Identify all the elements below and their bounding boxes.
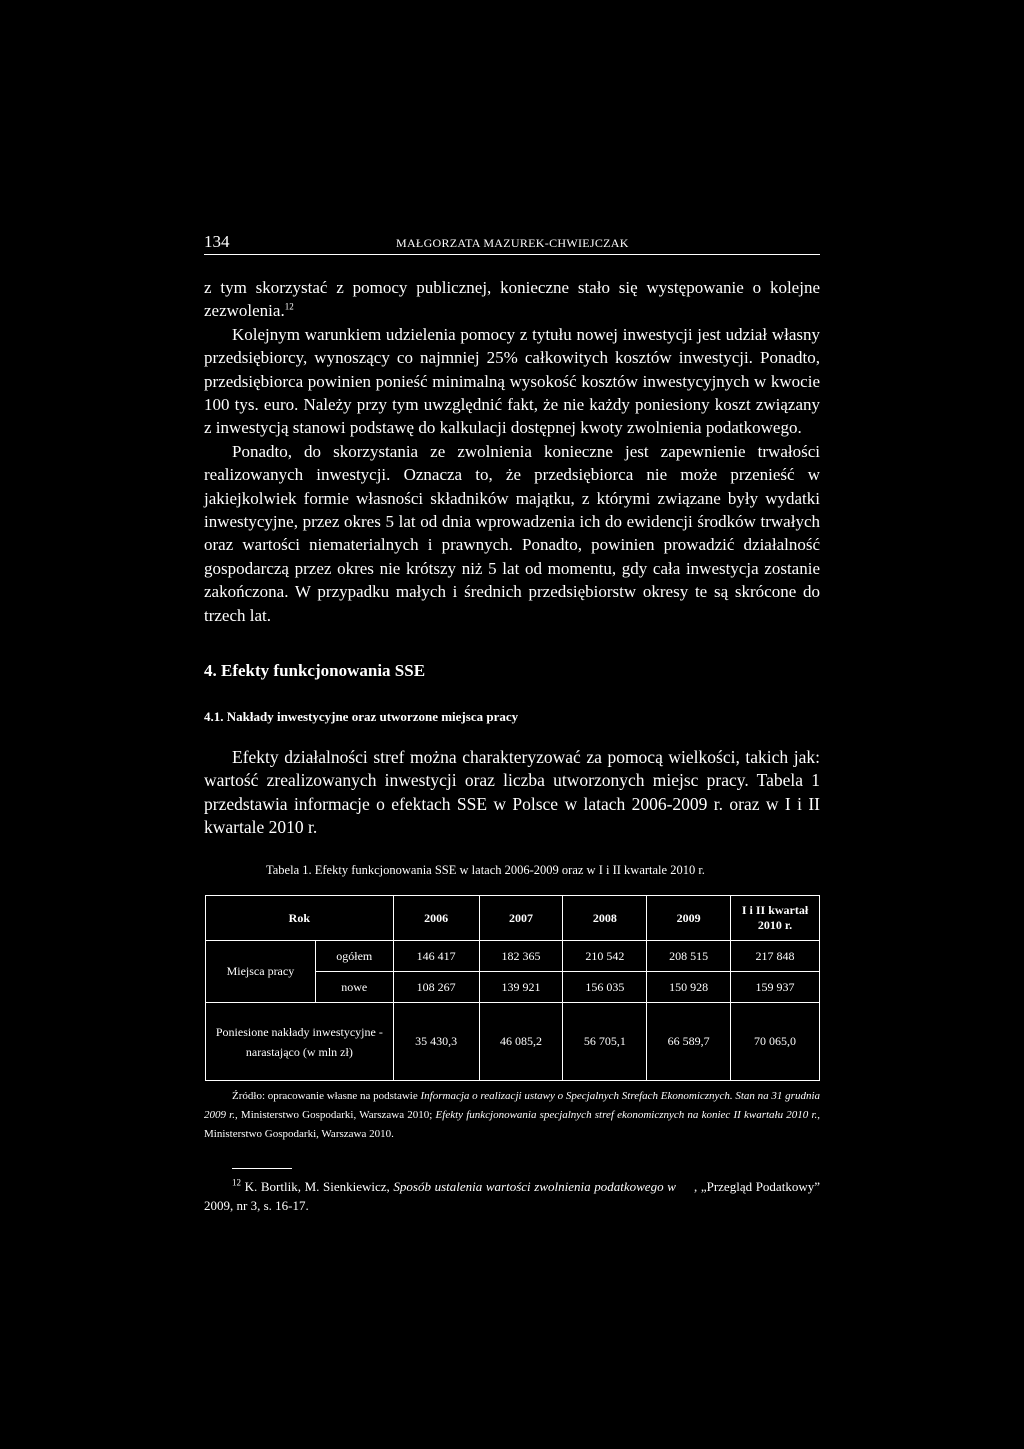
intro-paragraph: Efekty działalności stref można charakteryzować za pomocą wielkości, takich jak: wartość zrealizowanych inwestycji oraz liczba utworzonych miejsc pracy. Tabela 1 przedstawia informacje o efektach SSE w Polsce w latach 2006-2009 r. oraz w I i II kwartale 2010 r. [204, 747, 820, 838]
subsection-heading: 4.1. Nakłady inwestycyjne oraz utworzone miejsca pracy [204, 709, 519, 724]
table-cell: 159 937 [731, 972, 820, 1003]
running-header [204, 232, 820, 255]
section-heading: 4. Efekty funkcjonowania SSE [204, 661, 426, 680]
table-cell: 150 928 [647, 972, 731, 1003]
footnote-divider [232, 1168, 292, 1169]
table-cell: 70 065,0 [731, 1003, 820, 1081]
source-title-2: Efekty funkcjonowania specjalnych stref ekonomicznych na koniec II kwartału 2010 r. [435, 1109, 818, 1121]
table-cell: 35 430,3 [393, 1003, 479, 1081]
footnote-title: Sposób ustalenia wartości zwolnienia podatkowego w [393, 1179, 676, 1194]
table-header-year: 2008 [563, 896, 647, 941]
jobs-label: Miejsca pracy [206, 941, 316, 1003]
table-header-rok: Rok [206, 896, 394, 941]
table-cell: 139 921 [479, 972, 563, 1003]
table-cell: 46 085,2 [479, 1003, 563, 1081]
body-text-block [204, 276, 820, 627]
table-cell: 146 417 [393, 941, 479, 972]
effects-table [205, 895, 820, 1081]
table-cell: 208 515 [647, 941, 731, 972]
table-cell: 182 365 [479, 941, 563, 972]
running-header-author: MAŁGORZATA MAZUREK-CHWIEJCZAK [396, 236, 629, 250]
table-cell: 66 589,7 [647, 1003, 731, 1081]
table-header-year: 2009 [647, 896, 731, 941]
table-cell: 210 542 [563, 941, 647, 972]
footnote-ref: 12 [284, 301, 294, 312]
table-cell: 217 848 [731, 941, 820, 972]
paragraph-2: Kolejnym warunkiem udzielenia pomocy z tytułu nowej inwestycji jest udział własny przedsiębiorcy, wynoszący co najmniej 25% całkowitych kosztów inwestycji. Ponadto, przedsiębiorca powinien ponieść minimalną wysokość kosztów inwestycyjnych w kwocie 100 tys. euro. Należy przy tym uwzględnić fakt, że nie każdy poniesiony koszt związany z inwestycją stanowi podstawę do kalkulacji dostępnej kwoty zwolnienia podatkowego. [204, 324, 820, 438]
table-header-year: 2007 [479, 896, 563, 941]
footnote-authors: K. Bortlik, M. Sienkiewicz, [241, 1179, 394, 1194]
footnote-number: 12 [232, 1177, 241, 1188]
table-header-row [206, 896, 820, 941]
table-header-year: I i II kwartał 2010 r. [731, 896, 820, 941]
row-label: ogółem [315, 941, 393, 972]
table-row [206, 941, 820, 972]
row-label: nowe [315, 972, 393, 1003]
paragraph-3: Ponadto, do skorzystania ze zwolnienia konieczne jest zapewnienie trwałości realizowanych inwestycji. Oznacza to, że przedsiębiorca nie może przenieść w jakiejkolwiek formie własności składników majątku, z którymi związane były wydatki inwestycyjne, przez okres 5 lat od dnia wprowadzenia ich do ewidencji środków trwałych oraz wartości niematerialnych i prawnych. Ponadto, powinien prowadzić działalność gospodarczą przez okres nie krótszy niż 5 lat od momentu, gdy cała inwestycja zostanie zakończona. W przypadku małych i średnich przedsiębiorstw okresy te są skrócone do trzech lat. [204, 441, 820, 625]
page-number: 134 [204, 232, 230, 251]
footnote-rest: , „Przegląd Podatkowy” 2009, nr 3, s. 16-17. [204, 1179, 824, 1213]
paragraph-1-text: z tym skorzystać z pomocy publicznej, konieczne stało się występowanie o kolejne zezwolenia. [204, 278, 820, 321]
table-cell: 108 267 [393, 972, 479, 1003]
table-header-year: 2006 [393, 896, 479, 941]
table-row [206, 1003, 820, 1081]
source-mid: , Ministerstwo Gospodarki, Warszawa 2010; [235, 1109, 436, 1121]
table-source-note [204, 1087, 820, 1144]
footnote [204, 1177, 824, 1215]
paragraph-continuation [204, 276, 820, 323]
source-prefix: Źródło: opracowanie własne na podstawie [232, 1090, 421, 1102]
table-cell: 56 705,1 [563, 1003, 647, 1081]
source-suffix: , Ministerstwo Gospodarki, Warszawa 2010. [204, 1109, 821, 1140]
table-cell: 156 035 [563, 972, 647, 1003]
source-title-1: Informacja o realizacji ustawy o Specjalnych Strefach Ekonomicznych. Stan na 31 grudnia 2009 r. [204, 1090, 820, 1121]
table-caption: Tabela 1. Efekty funkcjonowania SSE w latach 2006-2009 oraz w I i II kwartale 2010 r. [266, 863, 705, 877]
investment-label: Poniesione nakłady inwestycyjne - narastająco (w mln zł) [206, 1003, 394, 1081]
